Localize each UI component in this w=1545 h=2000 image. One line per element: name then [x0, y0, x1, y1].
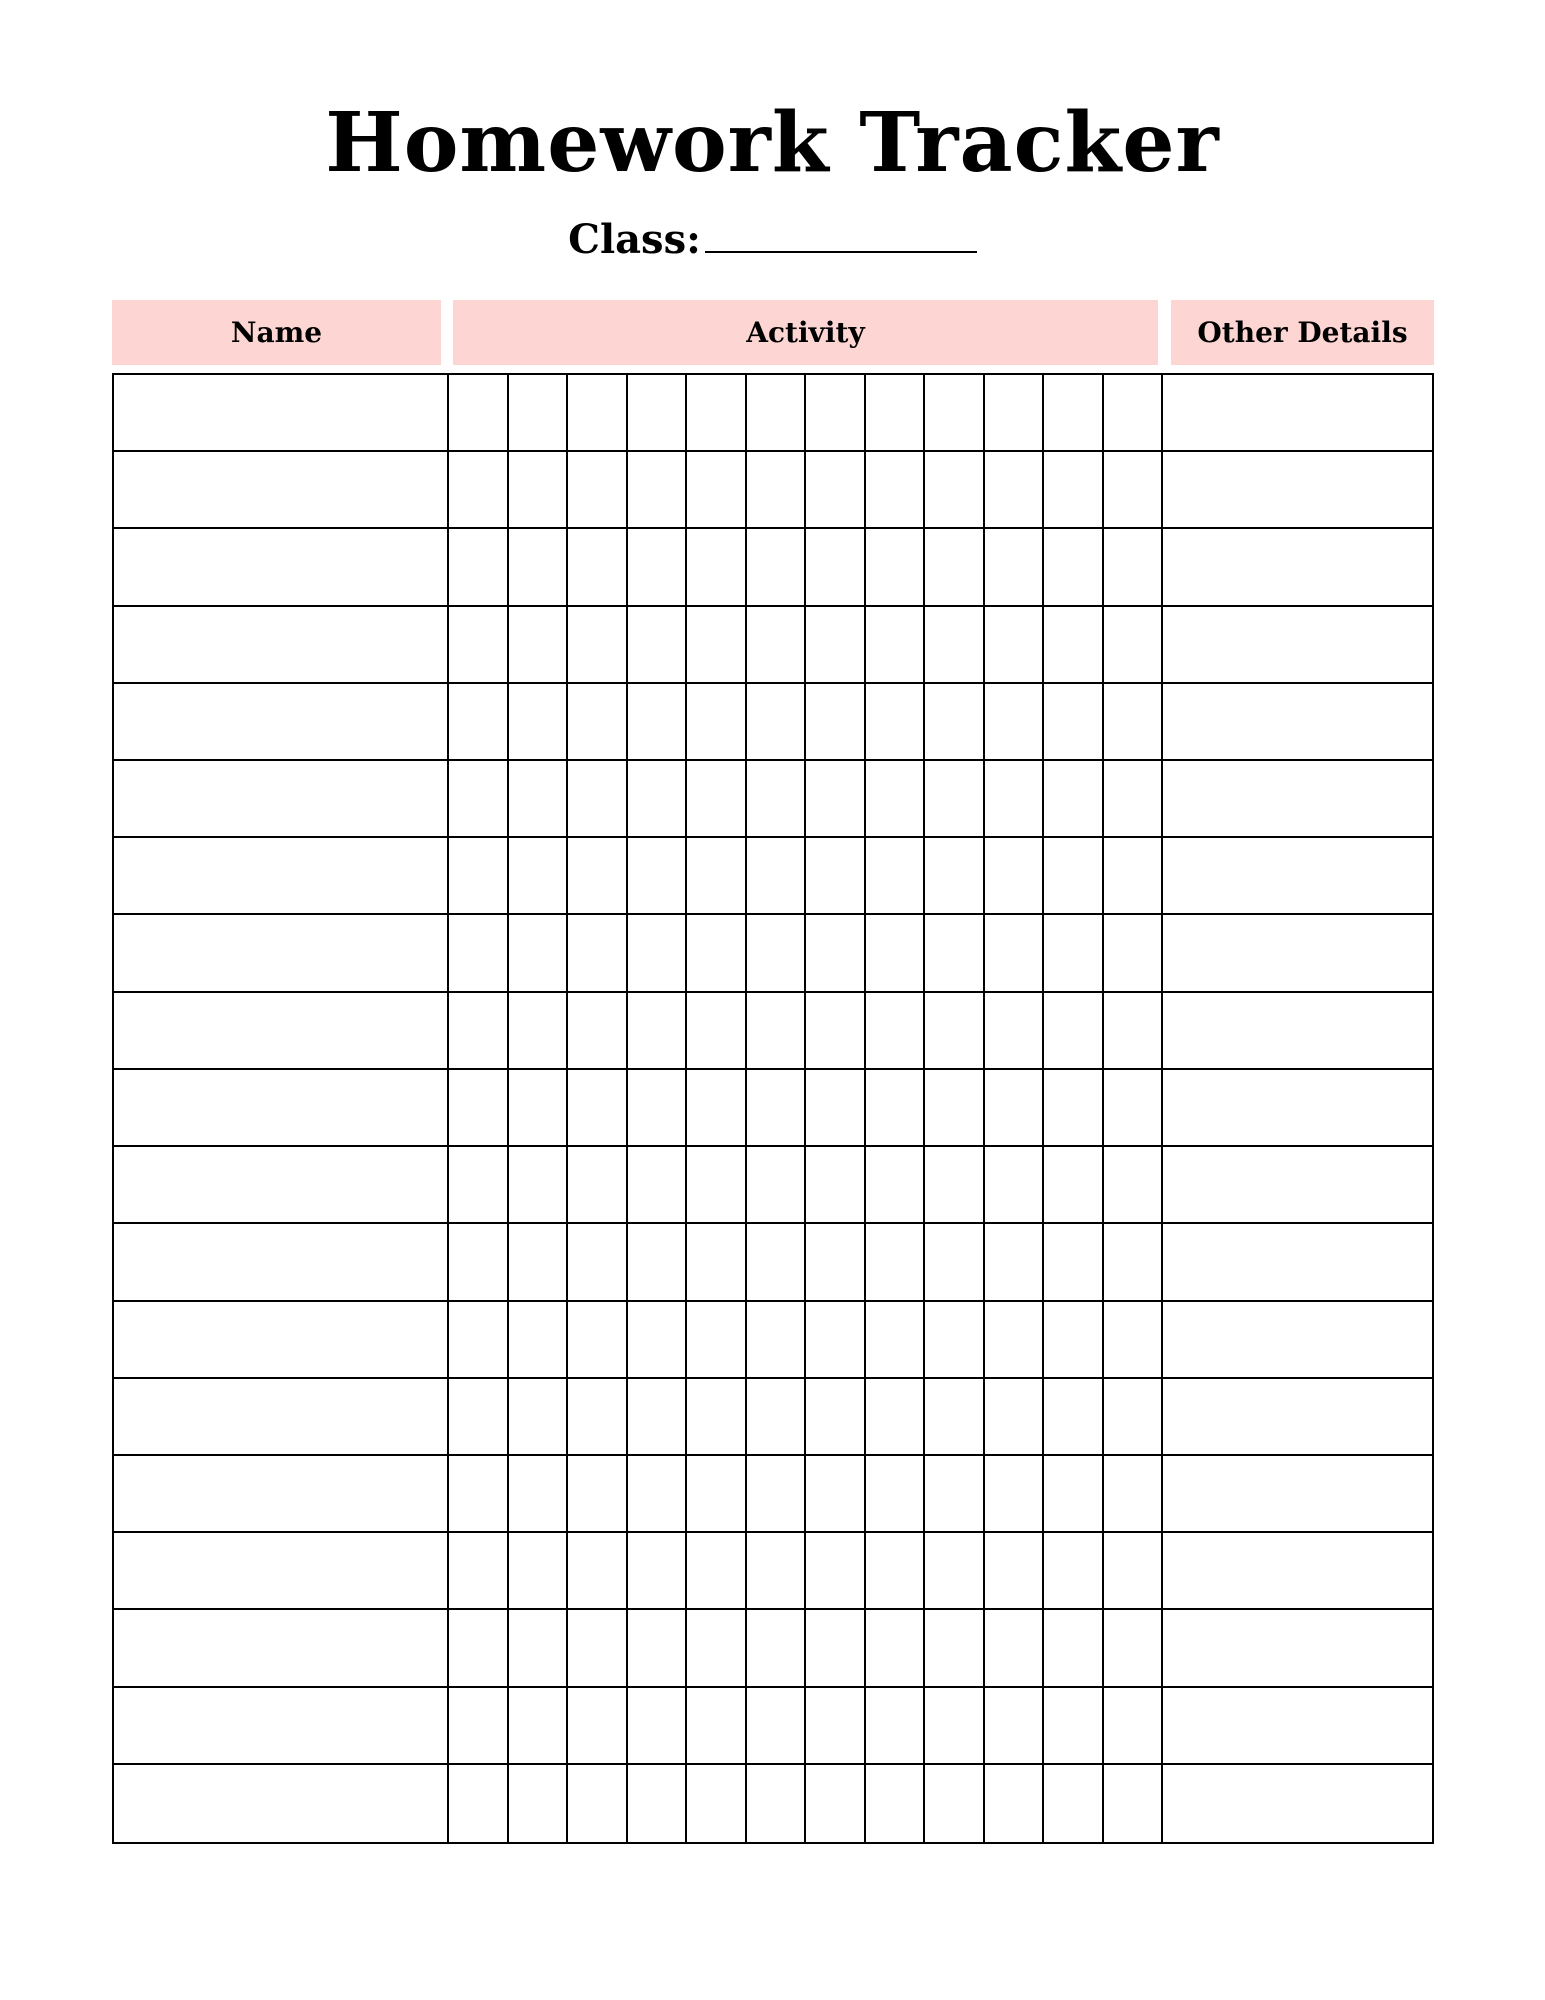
activity-cell[interactable]	[1104, 1610, 1164, 1687]
class-label: Class:	[568, 216, 701, 263]
activity-cell[interactable]	[1104, 452, 1164, 529]
activity-cell[interactable]	[1044, 1688, 1104, 1765]
activity-cell[interactable]	[628, 1070, 688, 1147]
other-details-cell[interactable]	[1163, 684, 1432, 761]
other-details-cell[interactable]	[1163, 1070, 1432, 1147]
activity-cell[interactable]	[1104, 1070, 1164, 1147]
activity-cell[interactable]	[568, 761, 628, 838]
activity-cell[interactable]	[985, 993, 1045, 1070]
header-other-details: Other Details	[1171, 300, 1434, 365]
activity-cell[interactable]	[925, 915, 985, 992]
activity-cell[interactable]	[806, 838, 866, 915]
name-cell[interactable]	[114, 993, 449, 1070]
activity-cell[interactable]	[747, 607, 807, 684]
activity-cell[interactable]	[925, 838, 985, 915]
header-activity: Activity	[453, 300, 1158, 365]
activity-cell[interactable]	[449, 838, 509, 915]
name-cell[interactable]	[114, 1147, 449, 1224]
activity-cell[interactable]	[806, 607, 866, 684]
activity-cell[interactable]	[985, 452, 1045, 529]
other-details-cell[interactable]	[1163, 607, 1432, 684]
activity-cell[interactable]	[687, 1379, 747, 1456]
name-cell[interactable]	[114, 684, 449, 761]
activity-cell[interactable]	[806, 1147, 866, 1224]
activity-cell[interactable]	[687, 1688, 747, 1765]
activity-cell[interactable]	[449, 529, 509, 606]
activity-cell[interactable]	[628, 1688, 688, 1765]
activity-cell[interactable]	[509, 1070, 569, 1147]
activity-cell[interactable]	[985, 375, 1045, 452]
other-details-cell[interactable]	[1163, 915, 1432, 992]
name-cell[interactable]	[114, 375, 449, 452]
activity-cell[interactable]	[687, 1224, 747, 1301]
activity-cell[interactable]	[687, 761, 747, 838]
activity-cell[interactable]	[568, 1379, 628, 1456]
activity-cell[interactable]	[747, 1070, 807, 1147]
activity-cell[interactable]	[568, 1610, 628, 1687]
activity-cell[interactable]	[628, 1147, 688, 1224]
activity-cell[interactable]	[806, 915, 866, 992]
activity-cell[interactable]	[509, 1765, 569, 1842]
activity-cell[interactable]	[806, 1302, 866, 1379]
activity-cell[interactable]	[1044, 1302, 1104, 1379]
activity-cell[interactable]	[1044, 1379, 1104, 1456]
activity-cell[interactable]	[747, 1379, 807, 1456]
activity-cell[interactable]	[806, 1224, 866, 1301]
activity-cell[interactable]	[568, 1302, 628, 1379]
activity-cell[interactable]	[687, 452, 747, 529]
activity-cell[interactable]	[747, 993, 807, 1070]
activity-cell[interactable]	[509, 993, 569, 1070]
activity-cell[interactable]	[628, 915, 688, 992]
activity-cell[interactable]	[1044, 761, 1104, 838]
activity-cell[interactable]	[866, 1224, 926, 1301]
other-details-cell[interactable]	[1163, 838, 1432, 915]
activity-cell[interactable]	[1104, 1688, 1164, 1765]
activity-cell[interactable]	[568, 1688, 628, 1765]
activity-cell[interactable]	[806, 761, 866, 838]
tracker-grid	[112, 373, 1434, 1844]
activity-cell[interactable]	[747, 1456, 807, 1533]
activity-cell[interactable]	[568, 529, 628, 606]
activity-cell[interactable]	[628, 1224, 688, 1301]
activity-cell[interactable]	[747, 1302, 807, 1379]
activity-cell[interactable]	[449, 1610, 509, 1687]
activity-cell[interactable]	[687, 607, 747, 684]
activity-cell[interactable]	[925, 993, 985, 1070]
activity-cell[interactable]	[509, 1610, 569, 1687]
activity-cell[interactable]	[806, 375, 866, 452]
activity-cell[interactable]	[806, 684, 866, 761]
activity-cell[interactable]	[1044, 1533, 1104, 1610]
activity-cell[interactable]	[747, 529, 807, 606]
other-details-cell[interactable]	[1163, 1224, 1432, 1301]
activity-cell[interactable]	[1044, 1070, 1104, 1147]
name-cell[interactable]	[114, 607, 449, 684]
activity-cell[interactable]	[866, 1070, 926, 1147]
name-cell[interactable]	[114, 1688, 449, 1765]
activity-cell[interactable]	[568, 1070, 628, 1147]
activity-cell[interactable]	[806, 1379, 866, 1456]
activity-cell[interactable]	[568, 1456, 628, 1533]
activity-cell[interactable]	[568, 1533, 628, 1610]
activity-cell[interactable]	[866, 993, 926, 1070]
activity-cell[interactable]	[925, 1147, 985, 1224]
activity-cell[interactable]	[449, 684, 509, 761]
activity-cell[interactable]	[866, 1302, 926, 1379]
activity-cell[interactable]	[449, 1070, 509, 1147]
activity-cell[interactable]	[449, 761, 509, 838]
activity-cell[interactable]	[985, 838, 1045, 915]
activity-cell[interactable]	[687, 915, 747, 992]
activity-cell[interactable]	[1104, 1302, 1164, 1379]
activity-cell[interactable]	[449, 1224, 509, 1301]
name-cell[interactable]	[114, 1456, 449, 1533]
activity-cell[interactable]	[568, 1147, 628, 1224]
activity-cell[interactable]	[925, 1379, 985, 1456]
name-cell[interactable]	[114, 1610, 449, 1687]
activity-cell[interactable]	[985, 1765, 1045, 1842]
activity-cell[interactable]	[866, 1456, 926, 1533]
activity-cell[interactable]	[806, 1456, 866, 1533]
activity-cell[interactable]	[866, 838, 926, 915]
activity-cell[interactable]	[747, 1147, 807, 1224]
activity-cell[interactable]	[449, 993, 509, 1070]
activity-cell[interactable]	[509, 529, 569, 606]
activity-cell[interactable]	[449, 1379, 509, 1456]
activity-cell[interactable]	[925, 1688, 985, 1765]
other-details-cell[interactable]	[1163, 1765, 1432, 1842]
activity-cell[interactable]	[925, 1610, 985, 1687]
activity-cell[interactable]	[747, 684, 807, 761]
activity-cell[interactable]	[568, 838, 628, 915]
activity-cell[interactable]	[509, 1533, 569, 1610]
activity-cell[interactable]	[628, 1302, 688, 1379]
activity-cell[interactable]	[866, 452, 926, 529]
other-details-cell[interactable]	[1163, 452, 1432, 529]
activity-cell[interactable]	[747, 1533, 807, 1610]
activity-cell[interactable]	[1044, 684, 1104, 761]
name-cell[interactable]	[114, 1533, 449, 1610]
activity-cell[interactable]	[985, 761, 1045, 838]
activity-cell[interactable]	[1104, 1765, 1164, 1842]
activity-cell[interactable]	[628, 1379, 688, 1456]
activity-cell[interactable]	[687, 529, 747, 606]
activity-cell[interactable]	[747, 761, 807, 838]
activity-cell[interactable]	[806, 1765, 866, 1842]
activity-cell[interactable]	[509, 1224, 569, 1301]
name-cell[interactable]	[114, 452, 449, 529]
activity-cell[interactable]	[509, 375, 569, 452]
activity-cell[interactable]	[687, 1765, 747, 1842]
activity-cell[interactable]	[1044, 1765, 1104, 1842]
activity-cell[interactable]	[985, 1610, 1045, 1687]
name-cell[interactable]	[114, 1224, 449, 1301]
activity-cell[interactable]	[568, 375, 628, 452]
activity-cell[interactable]	[985, 1456, 1045, 1533]
activity-cell[interactable]	[925, 1302, 985, 1379]
activity-cell[interactable]	[509, 1379, 569, 1456]
activity-cell[interactable]	[1104, 529, 1164, 606]
activity-cell[interactable]	[509, 607, 569, 684]
activity-cell[interactable]	[747, 1688, 807, 1765]
activity-cell[interactable]	[866, 529, 926, 606]
activity-cell[interactable]	[1044, 1147, 1104, 1224]
activity-cell[interactable]	[985, 1533, 1045, 1610]
activity-cell[interactable]	[687, 1070, 747, 1147]
activity-cell[interactable]	[985, 607, 1045, 684]
activity-cell[interactable]	[866, 1533, 926, 1610]
activity-cell[interactable]	[985, 1147, 1045, 1224]
activity-cell[interactable]	[866, 1147, 926, 1224]
activity-cell[interactable]	[509, 1302, 569, 1379]
name-cell[interactable]	[114, 761, 449, 838]
activity-cell[interactable]	[449, 1302, 509, 1379]
activity-cell[interactable]	[985, 529, 1045, 606]
activity-cell[interactable]	[985, 1379, 1045, 1456]
activity-cell[interactable]	[1104, 1224, 1164, 1301]
activity-cell[interactable]	[747, 915, 807, 992]
activity-cell[interactable]	[568, 1765, 628, 1842]
activity-cell[interactable]	[509, 838, 569, 915]
activity-cell[interactable]	[628, 607, 688, 684]
activity-cell[interactable]	[866, 375, 926, 452]
activity-cell[interactable]	[866, 607, 926, 684]
activity-cell[interactable]	[806, 452, 866, 529]
activity-cell[interactable]	[628, 684, 688, 761]
activity-cell[interactable]	[628, 529, 688, 606]
activity-cell[interactable]	[866, 1379, 926, 1456]
activity-cell[interactable]	[628, 761, 688, 838]
activity-cell[interactable]	[687, 1533, 747, 1610]
name-cell[interactable]	[114, 838, 449, 915]
other-details-cell[interactable]	[1163, 761, 1432, 838]
name-cell[interactable]	[114, 1070, 449, 1147]
activity-cell[interactable]	[687, 993, 747, 1070]
activity-cell[interactable]	[747, 452, 807, 529]
activity-cell[interactable]	[985, 1224, 1045, 1301]
other-details-cell[interactable]	[1163, 993, 1432, 1070]
activity-cell[interactable]	[628, 1765, 688, 1842]
activity-cell[interactable]	[449, 915, 509, 992]
activity-cell[interactable]	[1044, 1224, 1104, 1301]
activity-cell[interactable]	[628, 375, 688, 452]
activity-cell[interactable]	[1044, 1610, 1104, 1687]
other-details-cell[interactable]	[1163, 1379, 1432, 1456]
activity-cell[interactable]	[687, 1147, 747, 1224]
activity-cell[interactable]	[509, 1147, 569, 1224]
activity-cell[interactable]	[568, 607, 628, 684]
activity-cell[interactable]	[687, 684, 747, 761]
activity-cell[interactable]	[687, 838, 747, 915]
activity-cell[interactable]	[866, 1610, 926, 1687]
class-input-line[interactable]	[705, 215, 977, 253]
activity-cell[interactable]	[449, 1533, 509, 1610]
activity-cell[interactable]	[806, 993, 866, 1070]
activity-cell[interactable]	[449, 1688, 509, 1765]
name-cell[interactable]	[114, 529, 449, 606]
activity-cell[interactable]	[925, 1456, 985, 1533]
activity-cell[interactable]	[1104, 761, 1164, 838]
activity-cell[interactable]	[866, 761, 926, 838]
activity-cell[interactable]	[806, 529, 866, 606]
activity-cell[interactable]	[985, 1688, 1045, 1765]
activity-cell[interactable]	[509, 1456, 569, 1533]
activity-cell[interactable]	[747, 1610, 807, 1687]
activity-cell[interactable]	[687, 375, 747, 452]
activity-cell[interactable]	[1044, 529, 1104, 606]
activity-cell[interactable]	[747, 838, 807, 915]
activity-cell[interactable]	[1044, 1456, 1104, 1533]
activity-cell[interactable]	[1044, 838, 1104, 915]
activity-cell[interactable]	[628, 1533, 688, 1610]
activity-cell[interactable]	[509, 1688, 569, 1765]
activity-cell[interactable]	[687, 1302, 747, 1379]
activity-cell[interactable]	[866, 1688, 926, 1765]
activity-cell[interactable]	[925, 761, 985, 838]
activity-cell[interactable]	[449, 1456, 509, 1533]
activity-cell[interactable]	[1044, 915, 1104, 992]
other-details-cell[interactable]	[1163, 1688, 1432, 1765]
activity-cell[interactable]	[449, 1765, 509, 1842]
activity-cell[interactable]	[568, 684, 628, 761]
activity-cell[interactable]	[806, 1070, 866, 1147]
activity-cell[interactable]	[1044, 375, 1104, 452]
activity-cell[interactable]	[985, 1070, 1045, 1147]
activity-cell[interactable]	[806, 1533, 866, 1610]
activity-cell[interactable]	[449, 1147, 509, 1224]
other-details-cell[interactable]	[1163, 1147, 1432, 1224]
other-details-cell[interactable]	[1163, 1533, 1432, 1610]
activity-cell[interactable]	[1104, 684, 1164, 761]
activity-cell[interactable]	[1104, 1456, 1164, 1533]
activity-cell[interactable]	[509, 684, 569, 761]
activity-cell[interactable]	[747, 1765, 807, 1842]
activity-cell[interactable]	[747, 375, 807, 452]
activity-cell[interactable]	[1104, 838, 1164, 915]
activity-cell[interactable]	[628, 1456, 688, 1533]
activity-cell[interactable]	[925, 1224, 985, 1301]
activity-cell[interactable]	[449, 607, 509, 684]
activity-cell[interactable]	[628, 838, 688, 915]
activity-cell[interactable]	[747, 1224, 807, 1301]
activity-cell[interactable]	[1104, 375, 1164, 452]
activity-cell[interactable]	[687, 1610, 747, 1687]
name-cell[interactable]	[114, 915, 449, 992]
activity-cell[interactable]	[925, 1765, 985, 1842]
activity-cell[interactable]	[628, 993, 688, 1070]
activity-cell[interactable]	[449, 375, 509, 452]
other-details-cell[interactable]	[1163, 1456, 1432, 1533]
activity-cell[interactable]	[687, 1456, 747, 1533]
activity-cell[interactable]	[866, 1765, 926, 1842]
activity-cell[interactable]	[628, 1610, 688, 1687]
activity-cell[interactable]	[509, 761, 569, 838]
activity-cell[interactable]	[1044, 607, 1104, 684]
other-details-cell[interactable]	[1163, 529, 1432, 606]
class-field	[0, 215, 1545, 263]
activity-cell[interactable]	[925, 452, 985, 529]
name-cell[interactable]	[114, 1302, 449, 1379]
activity-cell[interactable]	[1104, 993, 1164, 1070]
activity-cell[interactable]	[509, 452, 569, 529]
header-name: Name	[112, 300, 441, 365]
activity-cell[interactable]	[568, 993, 628, 1070]
activity-cell[interactable]	[806, 1688, 866, 1765]
activity-cell[interactable]	[568, 1224, 628, 1301]
activity-cell[interactable]	[568, 915, 628, 992]
activity-cell[interactable]	[925, 684, 985, 761]
activity-cell[interactable]	[866, 915, 926, 992]
activity-cell[interactable]	[568, 452, 628, 529]
other-details-cell[interactable]	[1163, 1302, 1432, 1379]
activity-cell[interactable]	[1044, 993, 1104, 1070]
activity-cell[interactable]	[1104, 1379, 1164, 1456]
activity-cell[interactable]	[1104, 1533, 1164, 1610]
other-details-cell[interactable]	[1163, 375, 1432, 452]
activity-cell[interactable]	[866, 684, 926, 761]
activity-cell[interactable]	[1104, 915, 1164, 992]
name-cell[interactable]	[114, 1379, 449, 1456]
activity-cell[interactable]	[925, 529, 985, 606]
activity-cell[interactable]	[449, 452, 509, 529]
activity-cell[interactable]	[628, 452, 688, 529]
activity-cell[interactable]	[1104, 1147, 1164, 1224]
name-cell[interactable]	[114, 1765, 449, 1842]
activity-cell[interactable]	[1104, 607, 1164, 684]
activity-cell[interactable]	[509, 915, 569, 992]
other-details-cell[interactable]	[1163, 1610, 1432, 1687]
activity-cell[interactable]	[925, 1070, 985, 1147]
activity-cell[interactable]	[1044, 452, 1104, 529]
activity-cell[interactable]	[925, 1533, 985, 1610]
page-title: Homework Tracker	[325, 95, 1220, 191]
activity-cell[interactable]	[925, 375, 985, 452]
activity-cell[interactable]	[925, 607, 985, 684]
activity-cell[interactable]	[985, 684, 1045, 761]
activity-cell[interactable]	[985, 915, 1045, 992]
activity-cell[interactable]	[806, 1610, 866, 1687]
activity-cell[interactable]	[985, 1302, 1045, 1379]
